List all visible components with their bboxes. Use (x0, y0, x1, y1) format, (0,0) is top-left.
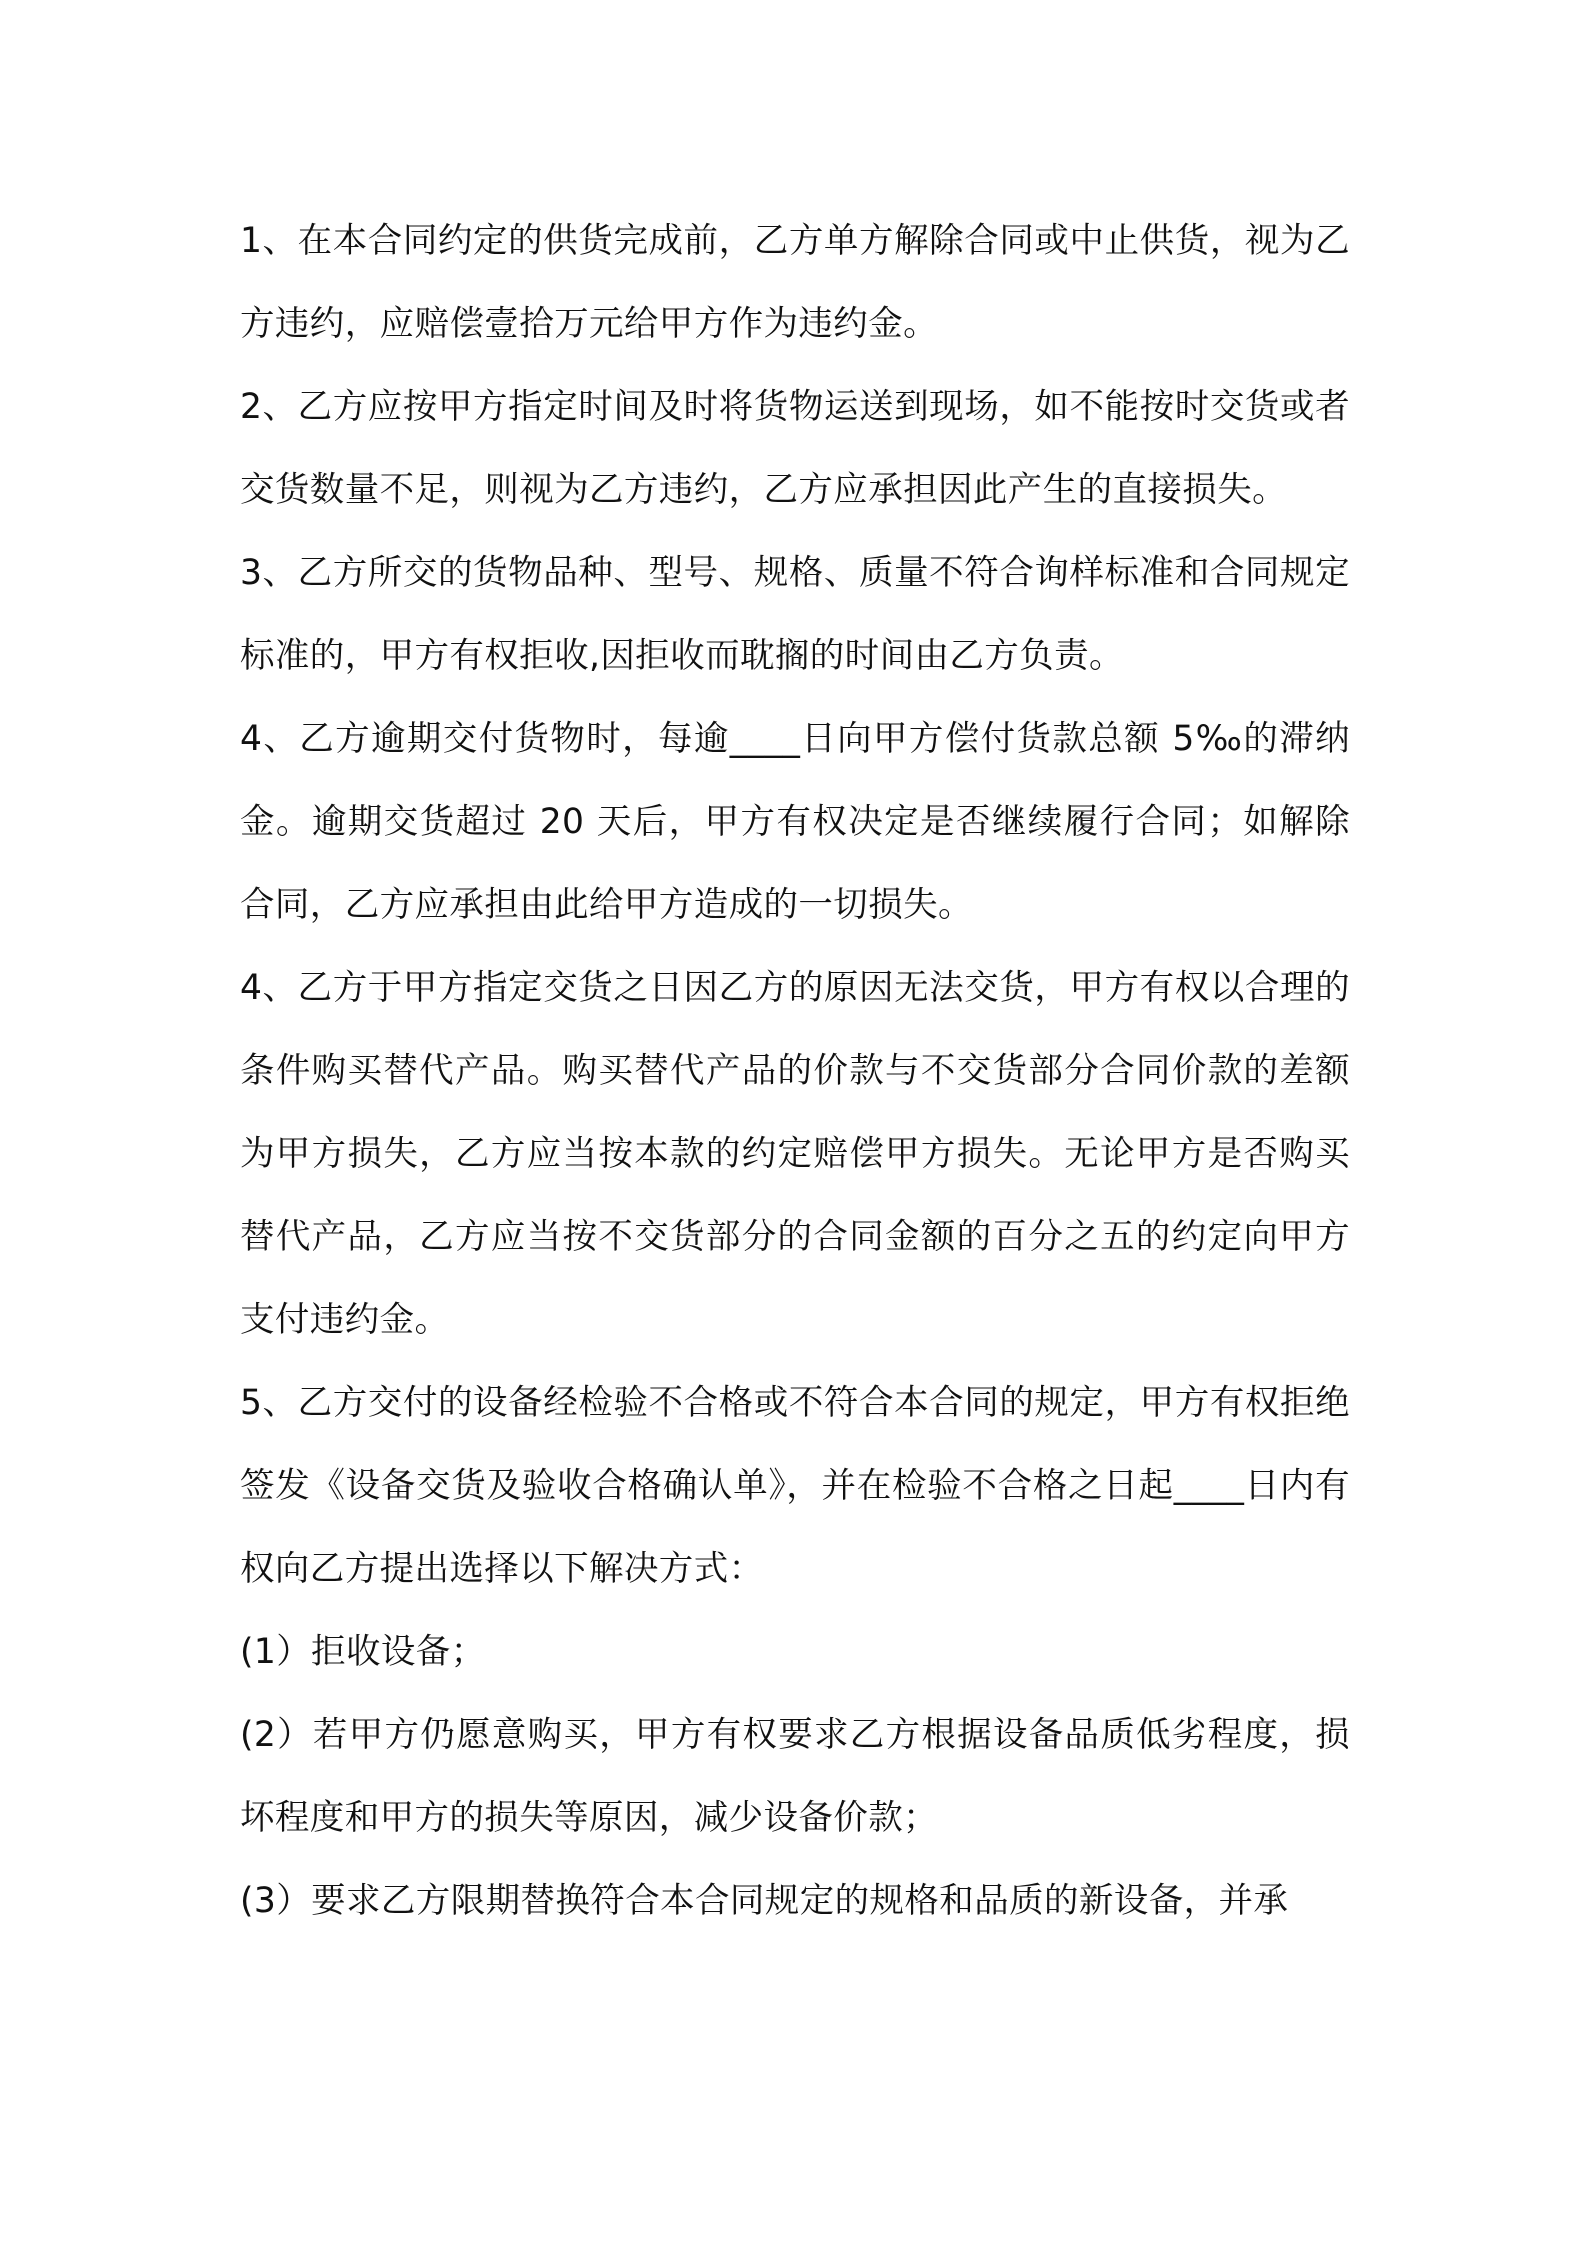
clause-4-late-delivery: 4、乙方逾期交付货物时，每逾____日向甲方偿付货款总额 5‰的滞纳金。逾期交货超过 20 天后，甲方有权决定是否继续履行合同；如解除合同，乙方应承担由此给甲方造成的一切损失。 (240, 719, 1350, 925)
clause-5-inspection-failure: 5、乙方交付的设备经检验不合格或不符合本合同的规定，甲方有权拒绝签发《设备交货及验收合格确认单》，并在检验不合格之日起____日内有权向乙方提出选择以下解决方式： (240, 1383, 1350, 1589)
clause-3-quality-standard: 3、乙方所交的货物品种、型号、规格、质量不符合询样标准和合同规定标准的，甲方有权拒收,因拒收而耽搁的时间由乙方负责。 (240, 553, 1350, 676)
option-3-replacement: (3）要求乙方限期替换符合本合同规定的规格和品质的新设备，并承 (240, 1881, 1289, 1921)
clause-4-substitute-purchase: 4、乙方于甲方指定交货之日因乙方的原因无法交货，甲方有权以合理的条件购买替代产品。购买替代产品的价款与不交货部分合同价款的差额为甲方损失，乙方应当按本款的约定赔偿甲方损失。无论甲方是否购买替代产品，乙方应当按不交货部分的合同金额的百分之五的约定向甲方支付违约金。 (240, 968, 1350, 1340)
option-1-reject-equipment: (1）拒收设备； (240, 1632, 486, 1672)
clause-2-delivery-time: 2、乙方应按甲方指定时间及时将货物运送到现场，如不能按时交货或者交货数量不足，则视为乙方违约，乙方应承担因此产生的直接损失。 (240, 387, 1350, 510)
option-2-price-reduction: (2）若甲方仍愿意购买，甲方有权要求乙方根据设备品质低劣程度，损坏程度和甲方的损失等原因，减少设备价款； (240, 1715, 1350, 1838)
clause-1-no-early-termination: 1、在本合同约定的供货完成前，乙方单方解除合同或中止供货，视为乙方违约，应赔偿壹拾万元给甲方作为违约金。 (240, 221, 1350, 344)
document-body (240, 200, 1350, 1943)
